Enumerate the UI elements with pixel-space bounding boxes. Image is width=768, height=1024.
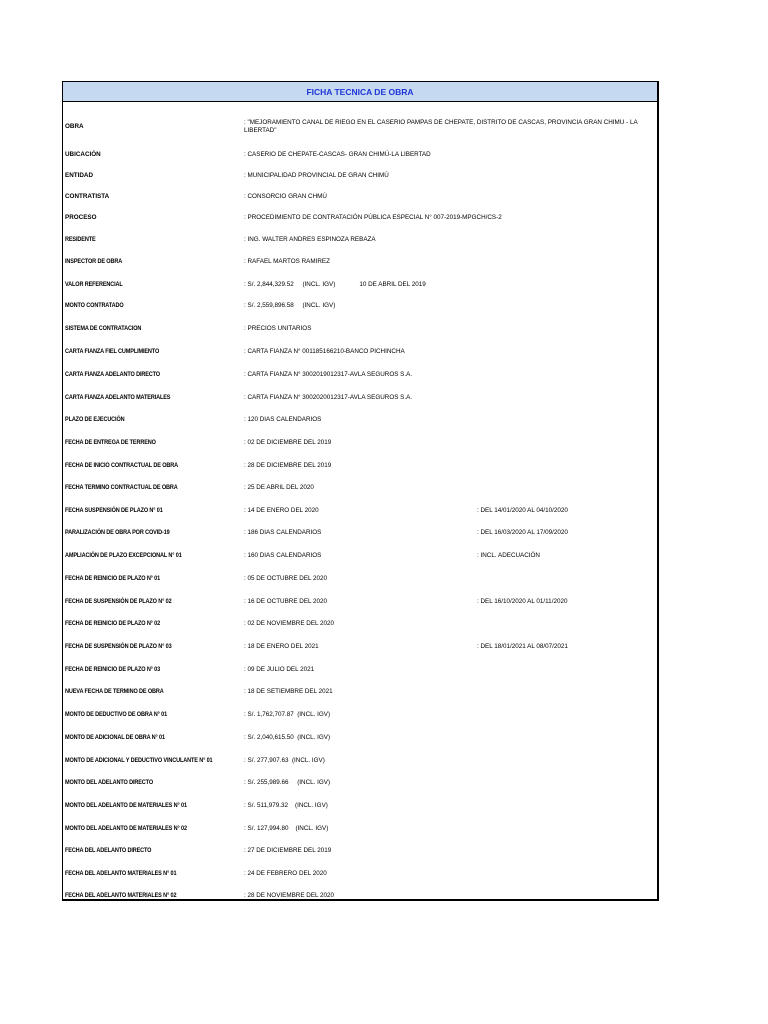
- field-label: CARTA FIANZA ADELANTO DIRECTO: [65, 371, 160, 378]
- field-value: [244, 236, 657, 244]
- field-value-text: : S/. 127,994.80 (INCL. IGV): [244, 825, 329, 832]
- field-label: UBICACIÓN: [65, 151, 101, 158]
- field-label: FECHA DE INICIO CONTRACTUAL DE OBRA: [65, 462, 178, 469]
- field-value-text: : PRECIOS UNITARIOS: [244, 325, 312, 332]
- field-value: [244, 484, 657, 492]
- field-value-text: : S/. 1,762,707.87 (INCL. IGV): [244, 711, 331, 718]
- field-value: [244, 302, 657, 310]
- field-value: [244, 620, 657, 628]
- field-value: [244, 666, 657, 674]
- field-label: CARTA FIANZA ADELANTO MATERIALES: [65, 394, 171, 401]
- field-value-text: : 02 DE DICIEMBRE DEL 2019: [244, 439, 332, 446]
- field-label: VALOR REFERENCIAL: [65, 281, 123, 288]
- field-value-text: : 160 DIAS CALENDARIOS: [244, 552, 322, 559]
- field-value-text: : CARTA FIANZA N° 001185166210-BANCO PICHINCHA: [244, 348, 405, 355]
- field-value-text: : CARTA FIANZA N° 3002020012317-AVLA SEGUROS S.A.: [244, 394, 413, 401]
- field-value: [244, 825, 657, 833]
- ficha-tecnica-sheet: [62, 81, 659, 901]
- field-label: MONTO CONTRATADO: [65, 302, 124, 309]
- field-value: [244, 711, 657, 719]
- field-label: FECHA DE REINICIO DE PLAZO N° 02: [65, 620, 161, 627]
- field-label: MONTO DEL ADELANTO DE MATERIALES N° 01: [65, 802, 187, 809]
- sheet-title: FICHA TECNICA DE OBRA: [63, 82, 657, 102]
- field-value: [244, 552, 657, 560]
- field-value: [244, 394, 657, 402]
- field-extra: : DEL 14/01/2020 AL 04/10/2020: [477, 507, 568, 514]
- field-value: [244, 258, 657, 266]
- field-value-text: : 09 DE JULIO DEL 2021: [244, 666, 315, 673]
- field-value-text: : RAFAEL MARTOS RAMIREZ: [244, 258, 330, 265]
- field-value-text: : 28 DE DICIEMBRE DEL 2019: [244, 462, 332, 469]
- field-label: FECHA DEL ADELANTO MATERIALES N° 01: [65, 870, 177, 877]
- field-label: FECHA DE SUSPENSIÓN DE PLAZO N° 03: [65, 643, 172, 650]
- field-label: SISTEMA DE CONTRATACION: [65, 325, 142, 332]
- field-label: FECHA DE SUSPENSIÓN DE PLAZO N° 02: [65, 598, 172, 605]
- field-value-text: : 24 DE FEBRERO DEL 2020: [244, 870, 327, 877]
- field-value-text: : 14 DE ENERO DEL 2020: [244, 507, 319, 514]
- field-value: [244, 598, 657, 606]
- field-label: MONTO DEL ADELANTO DE MATERIALES N° 02: [65, 825, 187, 832]
- field-value: [244, 802, 657, 810]
- field-value-text: : 25 DE ABRIL DEL 2020: [244, 484, 314, 491]
- field-value-date: 10 DE ABRIL DEL 2019: [359, 281, 426, 288]
- field-value-text: : 28 DE NOVIEMBRE DEL 2020: [244, 892, 335, 899]
- field-value-text: : 120 DIAS CALENDARIOS: [244, 416, 322, 423]
- field-value: [244, 214, 657, 222]
- field-value: [244, 575, 657, 583]
- field-value-text: : 18 DE SETIEMBRE DEL 2021: [244, 688, 333, 695]
- field-value: [244, 325, 657, 333]
- field-value-text: : S/. 2,040,615.50 (INCL. IGV): [244, 734, 331, 741]
- field-extra: : DEL 16/10/2020 AL 01/11/2020: [477, 598, 568, 605]
- field-value: [244, 172, 657, 180]
- field-value: [244, 348, 657, 356]
- field-label: OBRA: [65, 123, 84, 130]
- field-value-text: : 27 DE DICIEMBRE DEL 2019: [244, 847, 332, 854]
- field-extra: : INCL. ADECUACIÓN: [477, 552, 540, 559]
- field-extra: : DEL 16/03/2020 AL 17/09/2020: [477, 529, 568, 536]
- field-value: [244, 462, 657, 470]
- field-value: [244, 371, 657, 379]
- field-label: ENTIDAD: [65, 172, 93, 179]
- field-label: FECHA SUSPENSIÓN DE PLAZO N° 01: [65, 507, 163, 514]
- field-value-text: : S/. 277,907.63 (INCL. IGV): [244, 757, 325, 764]
- field-label: FECHA DE REINICIO DE PLAZO N° 03: [65, 666, 161, 673]
- field-value: [244, 779, 657, 787]
- field-value-text: : 18 DE ENERO DEL 2021: [244, 643, 319, 650]
- field-label: FECHA TERMINO CONTRACTUAL DE OBRA: [65, 484, 178, 491]
- field-value-text: : 16 DE OCTUBRE DEL 2020: [244, 598, 328, 605]
- field-value: [244, 193, 657, 201]
- field-value-text: : "MEJORAMIENTO CANAL DE RIEGO EN EL CASERIO PAMPAS DE CHEPATE, DISTRITO DE CASCAS, PROVINCIA GRAN CHIMU - LA LIBERTAD": [244, 119, 638, 134]
- field-label: FECHA DEL ADELANTO MATERIALES N° 02: [65, 892, 177, 899]
- field-label: CARTA FIANZA FIEL CUMPLIMIENTO: [65, 348, 160, 355]
- field-value: [244, 892, 657, 900]
- field-value: [244, 643, 657, 651]
- field-value-text: : CONSORCIO GRAN CHMÚ: [244, 193, 327, 200]
- field-label: MONTO DE ADICIONAL Y DEDUCTIVO VINCULANTE N° 01: [65, 757, 213, 764]
- field-value: [244, 119, 657, 135]
- field-label: AMPLIACIÓN DE PLAZO EXCEPCIONAL N° 01: [65, 552, 182, 559]
- field-value-text: : PROCEDIMIENTO DE CONTRATACIÓN PÚBLICA ESPECIAL N° 007-2019-MPGCH/CS-2: [244, 214, 502, 221]
- field-value-text: : 186 DIAS CALENDARIOS: [244, 529, 322, 536]
- field-label: CONTRATISTA: [65, 193, 110, 200]
- field-value: [244, 734, 657, 742]
- field-value: [244, 281, 657, 289]
- field-label: NUEVA FECHA DE TERMINO DE OBRA: [65, 688, 164, 695]
- field-label: RESIDENTE: [65, 236, 96, 243]
- field-label: INSPECTOR DE OBRA: [65, 258, 123, 265]
- field-value: [244, 688, 657, 696]
- field-value-text: : 02 DE NOVIEMBRE DEL 2020: [244, 620, 335, 627]
- field-value: [244, 757, 657, 765]
- field-value-text: : MUNICIPALIDAD PROVINCIAL DE GRAN CHIMÚ: [244, 172, 389, 179]
- field-label: PARALIZACIÓN DE OBRA POR COVID-19: [65, 529, 170, 536]
- field-label: MONTO DEL ADELANTO DIRECTO: [65, 779, 154, 786]
- field-value-text: : ING. WALTER ANDRES ESPINOZA REBAZA: [244, 236, 376, 243]
- field-extra: : DEL 18/01/2021 AL 08/07/2021: [477, 643, 568, 650]
- field-value: [244, 847, 657, 855]
- field-value: [244, 151, 657, 159]
- field-label: FECHA DEL ADELANTO DIRECTO: [65, 847, 152, 854]
- field-label: FECHA DE ENTREGA DE TERRENO: [65, 439, 156, 446]
- field-value-text: : S/. 255,989.66 (INCL. IGV): [244, 779, 331, 786]
- field-label: PROCESO: [65, 214, 97, 221]
- field-value-text: : S/. 2,844,329.52 (INCL. IGV): [244, 281, 336, 288]
- field-value-text: : 05 DE OCTUBRE DEL 2020: [244, 575, 328, 582]
- field-value: [244, 529, 657, 537]
- field-label: MONTO DE ADICIONAL DE OBRA N° 01: [65, 734, 165, 741]
- field-value-text: : CARTA FIANZA N° 3002019012317-AVLA SEGUROS S.A.: [244, 371, 413, 378]
- field-value-text: : CASERIO DE CHEPATE-CASCAS- GRAN CHIMÚ-LA LIBERTAD: [244, 151, 431, 158]
- field-value: [244, 507, 657, 515]
- field-label: MONTO DE DEDUCTIVO DE OBRA N° 01: [65, 711, 168, 718]
- field-value-text: : S/. 511,979.32 (INCL. IGV): [244, 802, 328, 809]
- field-label: FECHA DE REINICIO DE PLAZO N° 01: [65, 575, 161, 582]
- field-value-text: : S/. 2,559,896.58 (INCL. IGV): [244, 302, 336, 309]
- field-value: [244, 416, 657, 424]
- field-value: [244, 870, 657, 878]
- field-value: [244, 439, 657, 447]
- field-label: PLAZO DE EJECUCIÓN: [65, 416, 125, 423]
